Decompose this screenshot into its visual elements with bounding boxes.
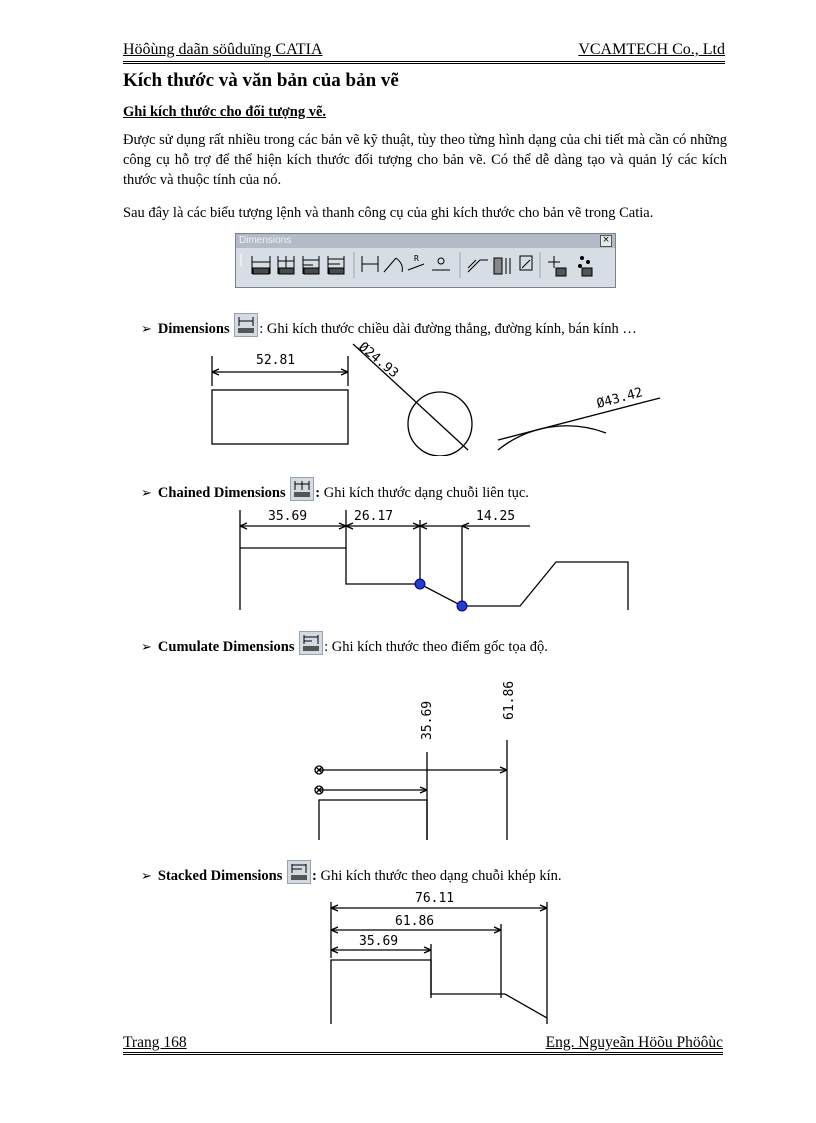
fig3-d1-label: 35.69 bbox=[420, 700, 435, 740]
cumulate-tool-icon bbox=[303, 256, 319, 274]
length-tool-icon bbox=[362, 256, 378, 272]
bullet-arrow-icon: ➢ bbox=[141, 868, 152, 883]
fig1-diameter1-label: Ø24.93 bbox=[355, 339, 402, 382]
radius-tool-icon bbox=[408, 254, 424, 270]
bullet-arrow-icon: ➢ bbox=[141, 639, 152, 654]
stacked-dimensions-icon bbox=[287, 860, 311, 884]
toolbar-close-icon: × bbox=[600, 235, 612, 247]
item-dimensions bbox=[141, 313, 637, 338]
fig4-d3-label: 35.69 bbox=[359, 934, 399, 949]
paragraph-toolbar-intro: Sau đây là các biểu tượng lệnh và thanh công cụ của ghi kích thước cho bản vẽ trong Catia. bbox=[123, 205, 654, 221]
bullet-arrow-icon: ➢ bbox=[141, 485, 152, 500]
toolbar-title: Dimensions bbox=[236, 234, 615, 248]
fig2-d2-label: 26.17 bbox=[354, 509, 394, 524]
item-stacked-dimensions bbox=[141, 860, 562, 885]
figure-stacked bbox=[315, 888, 583, 1024]
thread-tool-icon bbox=[494, 258, 510, 274]
fig1-diameter2-label: Ø43.42 bbox=[595, 385, 645, 412]
header-left: Höôùng daãn söûduïng CATIA bbox=[123, 41, 323, 58]
bullet-arrow-icon: ➢ bbox=[141, 321, 152, 336]
item-desc: Ghi kích thước chiều dài đường thẳng, đường kính, bán kính … bbox=[263, 321, 637, 337]
item-name: Chained Dimensions bbox=[157, 485, 286, 501]
fig3-d2-label: 61.86 bbox=[502, 680, 517, 720]
item-desc: Ghi kích thước theo dạng chuỗi khép kín. bbox=[316, 868, 562, 884]
fig2-d3-label: 14.25 bbox=[476, 509, 516, 524]
paragraph-intro: Được sử dụng rất nhiều trong các bản vẽ kỹ thuật, tùy theo từng hình dạng của chi tiết mà cần có những công cụ hỗ trợ để thể hiện kích thước đối tượng cho bản vẽ. Có thể dễ dàng tạo và quản lý các kích thước và thuộc tính của nó. bbox=[123, 132, 727, 188]
chained-dimensions-icon bbox=[290, 477, 314, 501]
page-header bbox=[123, 41, 725, 64]
chamfer-tool-icon bbox=[468, 260, 488, 272]
diameter-tool-icon bbox=[432, 258, 450, 270]
figure-dimensions bbox=[198, 338, 674, 456]
point-table-icon bbox=[579, 257, 593, 277]
svg-text:R: R bbox=[414, 254, 419, 263]
item-separator: : bbox=[259, 321, 264, 337]
dimension-tool-icon bbox=[252, 256, 270, 274]
item-separator: : bbox=[324, 639, 329, 655]
item-cumulate-dimensions bbox=[141, 631, 548, 656]
item-desc: Ghi kích thước theo điểm gốc tọa độ. bbox=[328, 639, 548, 655]
angle-tool-icon bbox=[384, 258, 402, 272]
figure-chained bbox=[224, 502, 644, 612]
footer-author: Eng. Nguyeãn Höõu Phöôùc bbox=[545, 1034, 723, 1051]
item-desc: Ghi kích thước dạng chuỗi liên tục. bbox=[320, 485, 529, 501]
fig1-length-label: 52.81 bbox=[256, 353, 296, 368]
fig2-d1-label: 35.69 bbox=[268, 509, 308, 524]
toolbar-icons bbox=[236, 248, 616, 288]
item-separator: : bbox=[315, 485, 321, 501]
section-title: Kích thước và văn bản của bản vẽ bbox=[123, 70, 399, 91]
footer-page: Trang 168 bbox=[123, 1034, 187, 1051]
dimensions-toolbar bbox=[235, 233, 616, 288]
stacked-tool-icon bbox=[328, 256, 344, 274]
header-right: VCAMTECH Co., Ltd bbox=[578, 41, 725, 58]
item-name: Dimensions bbox=[157, 321, 230, 337]
coordinate-tool-icon bbox=[520, 256, 532, 270]
hole-table-icon bbox=[548, 256, 566, 276]
page-footer bbox=[123, 1034, 723, 1055]
cumulate-dimensions-icon bbox=[299, 631, 323, 655]
subsection-title: Ghi kích thước cho đối tượng vẽ. bbox=[123, 104, 327, 120]
figure-cumulate bbox=[303, 660, 565, 840]
chained-tool-icon bbox=[278, 256, 294, 274]
dimensions-icon bbox=[234, 313, 258, 337]
fig4-d2-label: 61.86 bbox=[395, 914, 435, 929]
item-chained-dimensions bbox=[141, 477, 529, 502]
item-separator: : bbox=[312, 868, 317, 884]
item-name: Cumulate Dimensions bbox=[157, 639, 295, 655]
fig4-d1-label: 76.11 bbox=[415, 891, 455, 906]
item-name: Stacked Dimensions bbox=[157, 868, 283, 884]
